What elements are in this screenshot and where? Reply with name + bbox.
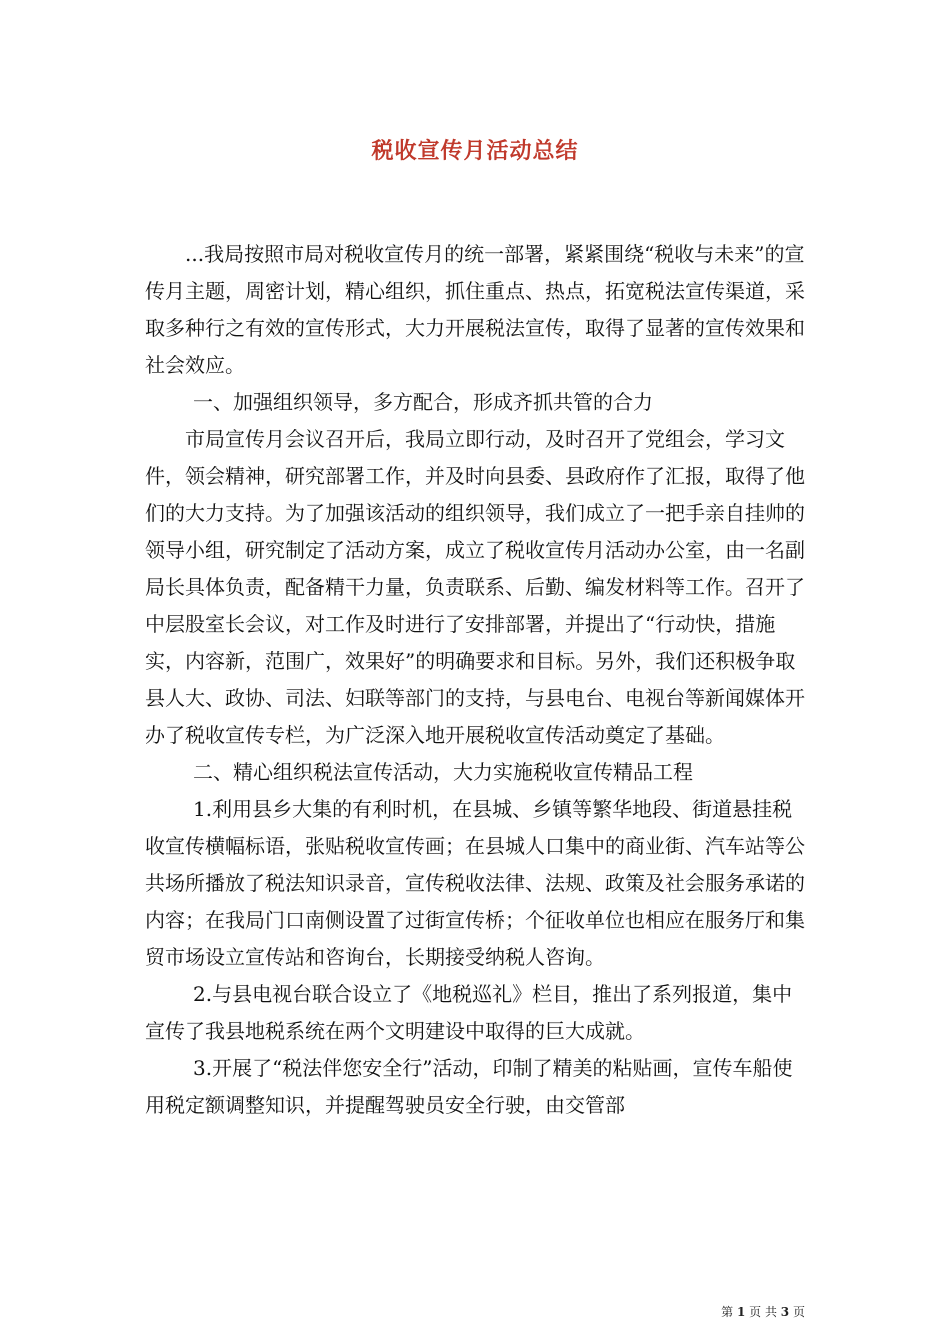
footer-current-page: 1 bbox=[736, 1305, 746, 1319]
item-1-paragraph: 1.利用县乡大集的有利时机，在县城、乡镇等繁华地段、街道悬挂税收宣传横幅标语，张贴税收宣传画；在县城人口集中的商业街、汽车站等公共场所播放了税法知识录音，宣传税收法律、法规、政策及社会服务承诺的内容；在我局门口南侧设置了过街宣传桥；个征收单位也相应在服务厅和集贸市场设立宣传站和咨询台，长期接受纳税人咨询。 bbox=[145, 797, 805, 969]
document-body bbox=[145, 236, 810, 1124]
page-footer bbox=[721, 1303, 805, 1320]
section-1-paragraph: 市局宣传月会议召开后，我局立即行动，及时召开了党组会，学习文件，领会精神，研究部署工作，并及时向县委、县政府作了汇报，取得了他们的大力支持。为了加强该活动的组织领导，我们成立了一把手亲自挂帅的领导小组，研究制定了活动方案，成立了税收宣传月活动办公室，由一名副局长具体负责，配备精干力量，负责联系、后勤、编发材料等工作。召开了中层股室长会议，对工作及时进行了安排部署，并提出了“行动快，措施实，内容新，范围广，效果好”的明确要求和目标。另外，我们还积极争取县人大、政协、司法、妇联等部门的支持，与县电台、电视台等新闻媒体开办了税收宣传专栏，为广泛深入地开展税收宣传活动奠定了基础。 bbox=[145, 427, 805, 747]
document-title: 税收宣传月活动总结 bbox=[371, 139, 579, 164]
item-3-paragraph: 3.开展了“税法伴您安全行”活动，印制了精美的粘贴画，宣传车船使用税定额调整知识，并提醒驾驶员安全行驶，由交管部 bbox=[145, 1056, 793, 1117]
item-2-paragraph: 2.与县电视台联合设立了《地税巡礼》栏目，推出了系列报道，集中宣传了我县地税系统在两个文明建设中取得的巨大成就。 bbox=[145, 982, 793, 1043]
footer-prefix: 第 bbox=[721, 1305, 734, 1319]
section-heading-1: 一、加强组织领导，多方配合，形成齐抓共管的合力 bbox=[193, 390, 653, 414]
footer-total-pages: 3 bbox=[780, 1305, 790, 1319]
footer-middle: 页 共 bbox=[749, 1305, 777, 1319]
intro-paragraph: ...我局按照市局对税收宣传月的统一部署，紧紧围绕“税收与未来”的宣传月主题，周密计划，精心组织，抓住重点、热点，拓宽税法宣传渠道，采取多种行之有效的宣传形式，大力开展税法宣传，取得了显著的宣传效果和社会效应。 bbox=[145, 242, 805, 377]
section-heading-2: 二、精心组织税法宣传活动，大力实施税收宣传精品工程 bbox=[193, 760, 693, 784]
footer-suffix: 页 bbox=[792, 1305, 805, 1319]
